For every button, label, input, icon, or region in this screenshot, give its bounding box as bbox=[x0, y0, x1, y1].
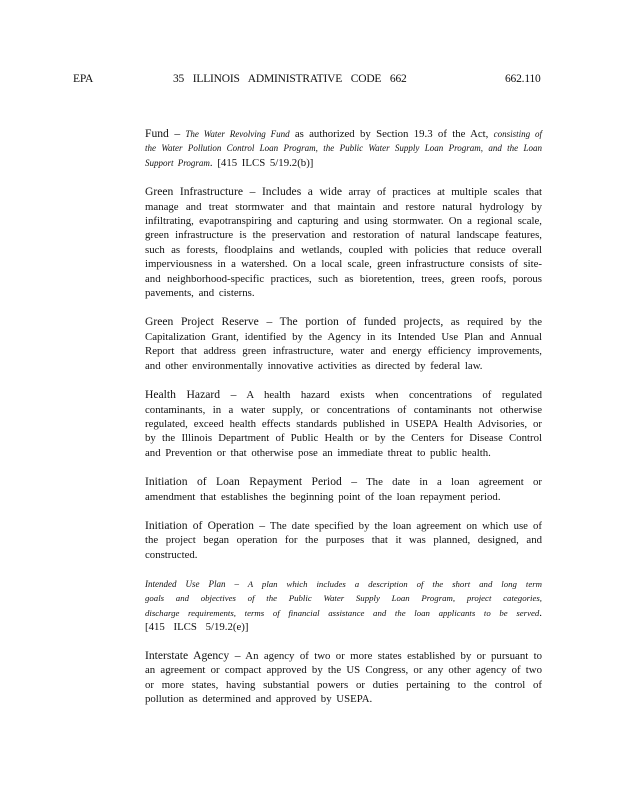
definition-health-hazard bbox=[145, 388, 542, 460]
definition-term: Interstate Agency – bbox=[145, 648, 241, 662]
definition-term: Initiation of Operation – bbox=[145, 518, 266, 532]
definition-text-italic: consisting of the Water Pollution Control Loan Program, the Public Water Supply Loan Program, and the Loan Support Program bbox=[145, 129, 542, 168]
definition-term: Green Project Reserve – The portion of funded projects, bbox=[145, 315, 444, 329]
definition-text: array of practices at multiple scales that manage and treat stormwater and that maintain and restore natural hydrology by infiltrating, evapotranspiring and capturing and using stormwater. On a regional scale, green infrastructure is the preservation and restoration of natural landscape features, such as forests, floodplains and wetlands, coupled with policies that reduce overall imperviousness in a watershed. On a local scale, green infrastructure consists of site-and neighborhood-specific practices, such as bioretention, trees, green roofs, porous pavements, and cisterns. bbox=[145, 186, 542, 300]
definition-text: An agency of two or more states established by or pursuant to an agreement or compact approved by the US Congress, or any other agency of two or more states, having substantial powers or duties pertaining to the control of pollution as determined and approved by USEPA. bbox=[145, 649, 543, 706]
definition-text: A plan which includes a description of the short and long term goals and objectives of the Public Water Supply Loan Program, project categories, discharge requirements, terms of financial assistance and the loan applicants to be served bbox=[145, 579, 543, 618]
definition-citation: . [415 ILCS 5/19.2(e)] bbox=[145, 606, 542, 633]
definition-interstate-agency bbox=[145, 649, 542, 707]
definitions-body bbox=[145, 127, 542, 722]
definition-citation: . [415 ILCS 5/19.2(b)] bbox=[209, 156, 314, 169]
definition-term: Green Infrastructure – Includes a wide bbox=[145, 185, 343, 199]
header-section-number: 662.110 bbox=[505, 73, 541, 85]
definition-intended-use-plan bbox=[145, 577, 542, 634]
definition-term: Health Hazard – bbox=[145, 388, 237, 402]
header-title: 35 ILLINOIS ADMINISTRATIVE CODE 662 bbox=[173, 73, 407, 85]
definition-text-italic: The Water Revolving Fund bbox=[185, 129, 290, 139]
definition-term: Intended Use Plan – bbox=[145, 579, 239, 590]
definition-text: The date specified by the loan agreement on which use of the project began operation for the purposes that it was planned, designed, and constructed. bbox=[145, 519, 543, 561]
definition-term: Initiation of Loan Repayment Period – bbox=[145, 475, 358, 489]
definition-initiation-loan-repayment bbox=[145, 475, 542, 504]
header-agency: EPA bbox=[73, 73, 94, 85]
definition-initiation-operation bbox=[145, 519, 542, 562]
definition-text: A health hazard exists when concentrations of regulated contaminants, in a water supply, or concentrations of contaminants not otherwise regulated, exceed health effects standards published in USEPA Health Advisories, or by the Illinois Department of Public Health or by the Centers for Disease Control and Prevention or that otherwise pose an immediate threat to public health. bbox=[145, 389, 542, 459]
definition-term: Fund – bbox=[145, 127, 181, 140]
page-header bbox=[0, 73, 618, 89]
definition-green-project-reserve bbox=[145, 315, 542, 373]
definition-text: as authorized by Section 19.3 of the Act, bbox=[289, 128, 494, 140]
definition-text: The date in a loan agreement or amendment that establishes the beginning point of the loan repayment period. bbox=[145, 476, 542, 503]
definition-fund bbox=[145, 127, 542, 170]
definition-green-infrastructure bbox=[145, 185, 542, 300]
definition-text: as required by the Capitalization Grant, identified by the Agency in its Intended Use Plan and Annual Report that address green infrastructure, water and energy efficiency improvements, and other environmentally innovative activities as directed by federal law. bbox=[145, 316, 542, 372]
